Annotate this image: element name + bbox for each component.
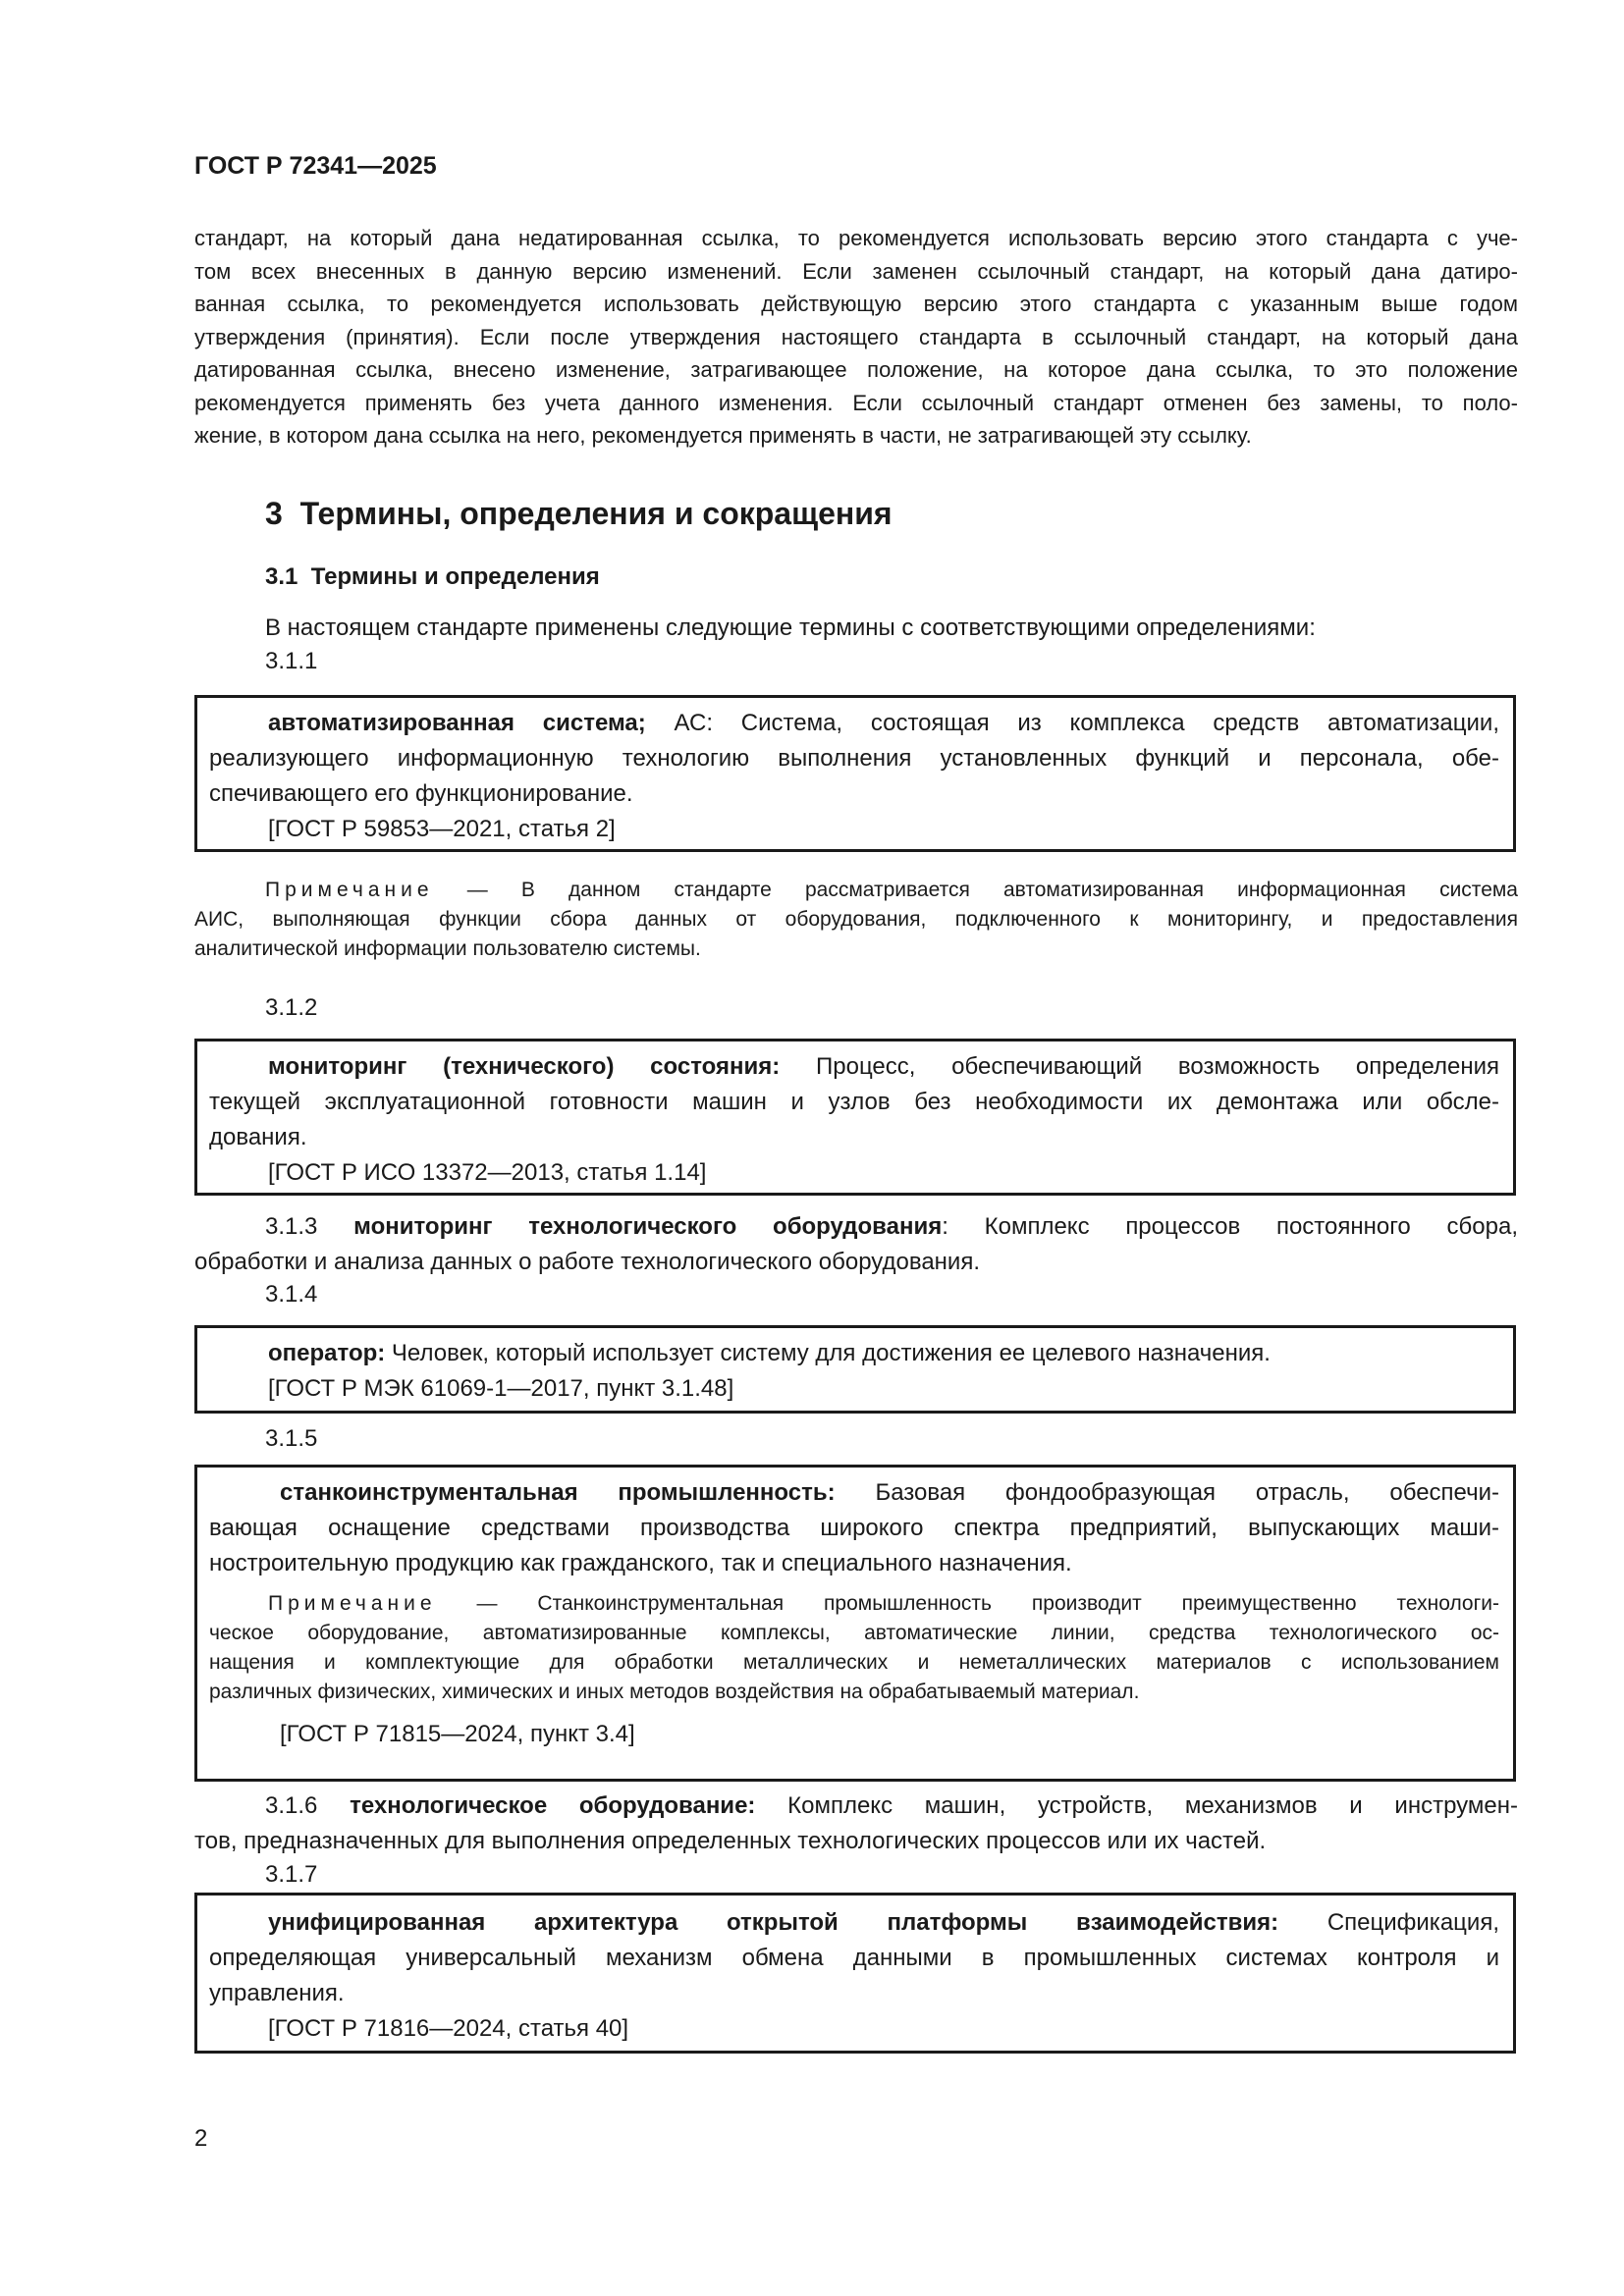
- term-name: унифицированная архитектура открытой платформы взаимодействия:: [268, 1909, 1279, 1936]
- note-text: аналитической информации пользователю системы.: [194, 937, 701, 960]
- text-line: датированная ссылка, внесено изменение, затрагивающее положение, на которое дана ссылка, то это положение: [194, 357, 1518, 382]
- term-text: текущей эксплуатационной готовности машин и узлов без необходимости их демонтажа или обсле-: [209, 1089, 1499, 1115]
- term-text: тов, предназначенных для выполнения определенных технологических процессов или их частей.: [194, 1828, 1267, 1854]
- term-text: управления.: [209, 1980, 345, 2006]
- note-block: [209, 1589, 1499, 1707]
- term-box: [194, 1039, 1516, 1196]
- section-title: 3 Термины, определения и сокращения: [265, 496, 893, 531]
- term-text: Базовая фондообразующая отрасль, обеспечи-: [835, 1479, 1499, 1506]
- note-text: — Станкоинструментальная промышленность производит преимущественно технологи-: [436, 1592, 1499, 1615]
- term-text: Комплекс машин, устройств, механизмов и инструмен-: [755, 1792, 1518, 1819]
- term-number: 3.1.1: [265, 648, 318, 674]
- term-number: 3.1.3: [265, 1213, 318, 1240]
- text-line: рекомендуется применять без учета данного изменения. Если ссылочный стандарт отменен без замены, то поло-: [194, 390, 1518, 415]
- note-text: различных физических, химических и иных методов воздействия на обрабатываемый материал.: [209, 1681, 1140, 1703]
- term-name: автоматизированная система;: [268, 710, 646, 736]
- text-line: том всех внесенных в данную версию изменений. Если заменен ссылочный стандарт, на который дана датиро-: [194, 258, 1518, 284]
- page-number: 2: [194, 2125, 208, 2152]
- term-box: [194, 1325, 1516, 1414]
- term-text: обработки и анализа данных о работе технологического оборудования.: [194, 1249, 981, 1275]
- term-text: : Комплекс процессов постоянного сбора,: [942, 1213, 1518, 1240]
- term-text: АС: Система, состоящая из комплекса средств автоматизации,: [645, 710, 1499, 736]
- text-line: утверждения (принятия). Если после утверждения настоящего стандарта в ссылочный стандарт, на который дана: [194, 324, 1518, 349]
- text-line: жение, в котором дана ссылка на него, рекомендуется применять в части, не затрагивающей эту ссылку.: [194, 423, 1252, 448]
- term-number: 3.1.4: [265, 1281, 318, 1308]
- term-text: дования.: [209, 1124, 307, 1150]
- term-text: ностроительную продукцию как гражданского, так и специального назначения.: [209, 1550, 1072, 1576]
- term-text: вающая оснащение средствами производства широкого спектра предприятий, выпускающих маши-: [209, 1515, 1499, 1541]
- term-name: мониторинг технологического оборудования: [353, 1213, 943, 1240]
- term-box: [194, 695, 1516, 852]
- term-text: реализующего информационную технологию выполнения установленных функций и персонала, обе-: [209, 745, 1499, 772]
- term-box: [194, 1893, 1516, 2054]
- note-label: Примечание: [265, 879, 434, 901]
- term-number: 3.1.5: [265, 1425, 318, 1452]
- term-text: спечивающего его функционирование.: [209, 780, 633, 807]
- term-name: мониторинг (технического) состояния:: [268, 1053, 781, 1080]
- term-text: определяющая универсальный механизм обмена данными в промышленных системах контроля и: [209, 1945, 1499, 1971]
- intro-paragraph: [194, 222, 1518, 453]
- term-box: [194, 1465, 1516, 1782]
- term-text: Процесс, обеспечивающий возможность определения: [780, 1053, 1499, 1080]
- term-inline: [194, 1789, 1518, 1859]
- subsection-title: 3.1 Термины и определения: [265, 563, 600, 590]
- note-text: АИС, выполняющая функции сбора данных от оборудования, подключенного к мониторингу, и предоставления: [194, 908, 1518, 931]
- note-text: ческое оборудование, автоматизированные комплексы, автоматические линии, средства технологического ос-: [209, 1622, 1499, 1644]
- term-text: Человек, который использует систему для достижения ее целевого назначения.: [385, 1340, 1271, 1366]
- text-line: стандарт, на который дана недатированная ссылка, то рекомендуется использовать версию этого стандарта с уче-: [194, 226, 1518, 250]
- note-text: — В данном стандарте рассматривается автоматизированная информационная система: [433, 879, 1518, 901]
- document-header: ГОСТ Р 72341—2025: [194, 152, 437, 180]
- text-line: ванная ссылка, то рекомендуется использовать действующую версию этого стандарта с указанным выше годом: [194, 292, 1518, 316]
- term-source: [ГОСТ Р ИСО 13372—2013, статья 1.14]: [268, 1159, 707, 1186]
- note-label: Примечание: [268, 1592, 437, 1615]
- note-block: [194, 876, 1518, 964]
- term-number: 3.1.6: [265, 1792, 318, 1819]
- term-source: [ГОСТ Р МЭК 61069-1—2017, пункт 3.1.48]: [268, 1375, 734, 1402]
- term-source: [ГОСТ Р 71816—2024, статья 40]: [268, 2015, 629, 2042]
- term-number: 3.1.7: [265, 1861, 318, 1888]
- term-name: оператор:: [268, 1340, 386, 1366]
- term-text: Спецификация,: [1278, 1909, 1499, 1936]
- term-inline: [194, 1209, 1518, 1280]
- lead-text: В настоящем стандарте применены следующие термины с соответствующими определениями:: [265, 614, 1316, 641]
- term-source: [ГОСТ Р 71815—2024, пункт 3.4]: [280, 1721, 635, 1747]
- term-name: станкоинструментальная промышленность:: [280, 1479, 836, 1506]
- term-number: 3.1.2: [265, 994, 318, 1021]
- note-text: нащения и комплектующие для обработки металлических и неметаллических материалов с использованием: [209, 1651, 1499, 1674]
- term-name: технологическое оборудование:: [350, 1792, 756, 1819]
- term-source: [ГОСТ Р 59853—2021, статья 2]: [268, 816, 616, 842]
